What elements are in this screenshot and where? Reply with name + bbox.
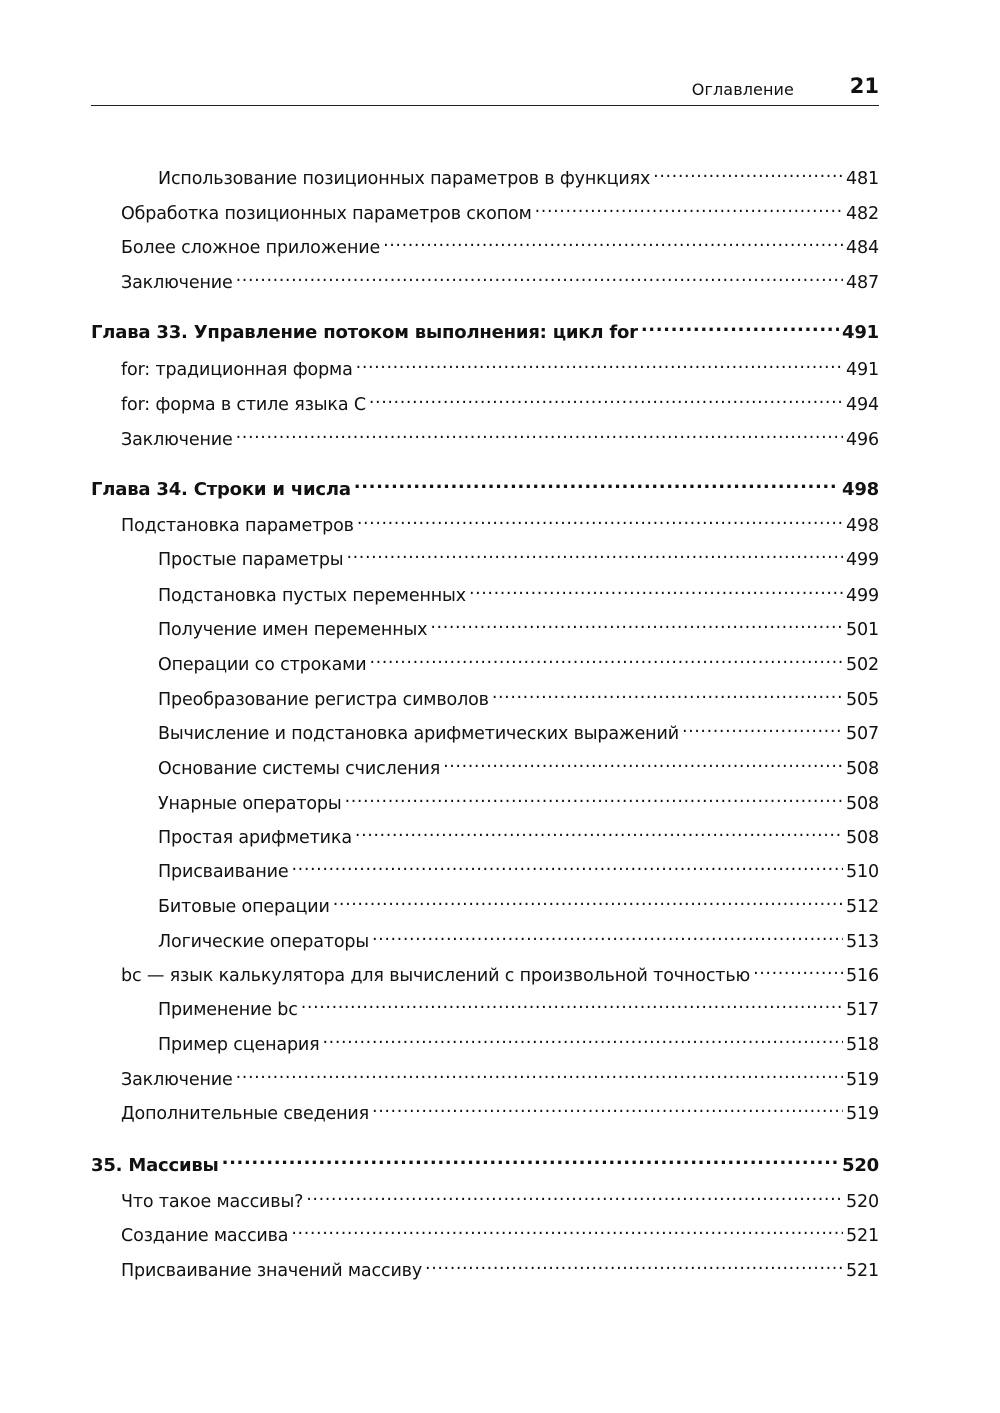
toc-entry-page: 502 [846,655,879,675]
dot-leader [345,785,843,809]
toc-entry-title: Простые параметры [158,550,344,570]
toc-entry-page: 505 [846,690,879,710]
toc-entry-page: 521 [846,1261,879,1281]
toc-entry[interactable] [158,923,879,952]
toc-chapter-title: 35. Массивы [91,1155,219,1176]
toc-entry[interactable] [121,229,879,258]
toc-entry-title: Более сложное приложение [121,238,381,258]
toc-chapter-page: 520 [842,1155,879,1176]
dot-leader [222,1147,839,1171]
dot-leader [323,1026,844,1050]
toc-entry[interactable] [121,1217,879,1246]
toc-entry-title: Что такое массивы? [121,1192,304,1212]
toc-entry-page: 518 [846,1035,879,1055]
toc-entry-page: 513 [846,932,879,952]
dot-leader [653,160,843,184]
toc-entry-page: 481 [846,169,879,189]
toc-entry-title: Пример сценария [158,1035,320,1055]
toc-chapter-title: Глава 33. Управление потоком выполнения: цикл for [91,322,638,343]
dot-leader [291,1217,843,1241]
toc-entry-title: Преобразование регистра символов [158,690,489,710]
toc-chapter-page: 498 [842,479,879,500]
dot-leader [383,229,843,253]
toc-entry-title: Операции со строками [158,655,367,675]
toc-entry-page: 507 [846,724,879,744]
toc-entry-title: Применение bc [158,1000,298,1020]
toc-entry-title: Унарные операторы [158,794,342,814]
toc-entry-page: 512 [846,897,879,917]
dot-leader [333,888,843,912]
dot-leader [236,1061,843,1085]
toc-entry[interactable] [121,1061,879,1090]
toc-entry[interactable] [158,577,879,606]
dot-leader [753,957,843,981]
toc-entry[interactable] [121,1183,879,1212]
dot-leader [346,541,843,565]
toc-entry-title: for: форма в стиле языка C [121,395,366,415]
toc-entry[interactable] [121,195,879,224]
toc-entry[interactable] [158,681,879,710]
toc-entry[interactable] [158,785,879,814]
toc-entry-page: 491 [846,360,879,380]
toc-entry[interactable] [121,421,879,450]
dot-leader [306,1183,843,1207]
toc-chapter-entry[interactable] [91,471,879,500]
toc-entry-title: Основание системы счисления [158,759,441,779]
toc-entry-page: 487 [846,273,879,293]
dot-leader [641,314,839,338]
dot-leader [356,351,843,375]
toc-entry-page: 519 [846,1104,879,1124]
toc-entry[interactable] [121,957,879,986]
header-section-title: Оглавление [691,80,794,99]
toc-chapter-title: Глава 34. Строки и числа [91,479,351,500]
toc-entry-page: 496 [846,430,879,450]
toc-entry-page: 521 [846,1226,879,1246]
toc-entry-title: Использование позиционных параметров в функциях [158,169,651,189]
toc-entry[interactable] [158,750,879,779]
toc-entry[interactable] [158,541,879,570]
dot-leader [357,507,843,531]
toc-entry-title: Обработка позиционных параметров скопом [121,204,532,224]
toc-entry-title: Получение имен переменных [158,620,428,640]
toc-entry-title: Создание массива [121,1226,289,1246]
toc-entry-page: 520 [846,1192,879,1212]
dot-leader [372,923,843,947]
dot-leader [682,715,843,739]
toc-entry-title: Присваивание [158,862,289,882]
dot-leader [301,991,843,1015]
toc-entry-title: Присваивание значений массиву [121,1261,423,1281]
dot-leader [469,577,843,601]
toc-entry[interactable] [121,1095,879,1124]
dot-leader [535,195,843,219]
toc-entry-title: Заключение [121,430,233,450]
toc-entry-title: bc — язык калькулятора для вычислений с произвольной точностью [121,966,751,986]
dot-leader [236,264,843,288]
dot-leader [369,646,843,670]
toc-entry-page: 484 [846,238,879,258]
toc-entry-title: Подстановка параметров [121,516,354,536]
dot-leader [425,1252,843,1276]
toc-entry[interactable] [121,264,879,293]
toc-entry[interactable] [158,611,879,640]
toc-entry[interactable] [158,819,879,848]
dot-leader [355,819,843,843]
toc-entry-page: 482 [846,204,879,224]
header-page-number: 21 [849,74,879,98]
toc-entry-title: Заключение [121,1070,233,1090]
toc-entry-page: 494 [846,395,879,415]
toc-entry-title: Подстановка пустых переменных [158,586,466,606]
toc-entry-page: 508 [846,794,879,814]
toc-entry-page: 501 [846,620,879,640]
dot-leader [292,853,844,877]
dot-leader [492,681,843,705]
dot-leader [236,421,843,445]
toc-entry-title: for: традиционная форма [121,360,353,380]
toc-entry[interactable] [158,991,879,1020]
toc-entry-title: Дополнительные сведения [121,1104,370,1124]
toc-entry-title: Заключение [121,273,233,293]
toc-entry[interactable] [158,1026,879,1055]
toc-entry-page: 517 [846,1000,879,1020]
toc-entry-page: 519 [846,1070,879,1090]
toc-entry-title: Вычисление и подстановка арифметических выражений [158,724,679,744]
dot-leader [369,386,843,410]
toc-chapter-page: 491 [842,322,879,343]
toc-entry[interactable] [121,386,879,415]
toc-entry-page: 516 [846,966,879,986]
toc-entry[interactable] [158,853,879,882]
dot-leader [354,471,839,495]
toc-entry-title: Простая арифметика [158,828,352,848]
toc-entry[interactable] [121,351,879,380]
toc-entry-title: Битовые операции [158,897,330,917]
toc-entry[interactable] [121,507,879,536]
toc-entry[interactable] [158,715,879,744]
toc-chapter-entry[interactable] [91,1147,879,1176]
dot-leader [430,611,843,635]
toc-entry-title: Логические операторы [158,932,370,952]
toc-entry-page: 499 [846,586,879,606]
toc-entry-page: 508 [846,759,879,779]
dot-leader [372,1095,843,1119]
toc-entry-page: 499 [846,550,879,570]
toc-entry-page: 508 [846,828,879,848]
toc-entry-page: 498 [846,516,879,536]
toc-entry[interactable] [158,646,879,675]
toc-entry[interactable] [158,888,879,917]
dot-leader [443,750,843,774]
toc-entry[interactable] [121,1252,879,1281]
toc-chapter-entry[interactable] [91,314,879,343]
toc-entry-page: 510 [846,862,879,882]
toc-entry[interactable] [158,160,879,189]
